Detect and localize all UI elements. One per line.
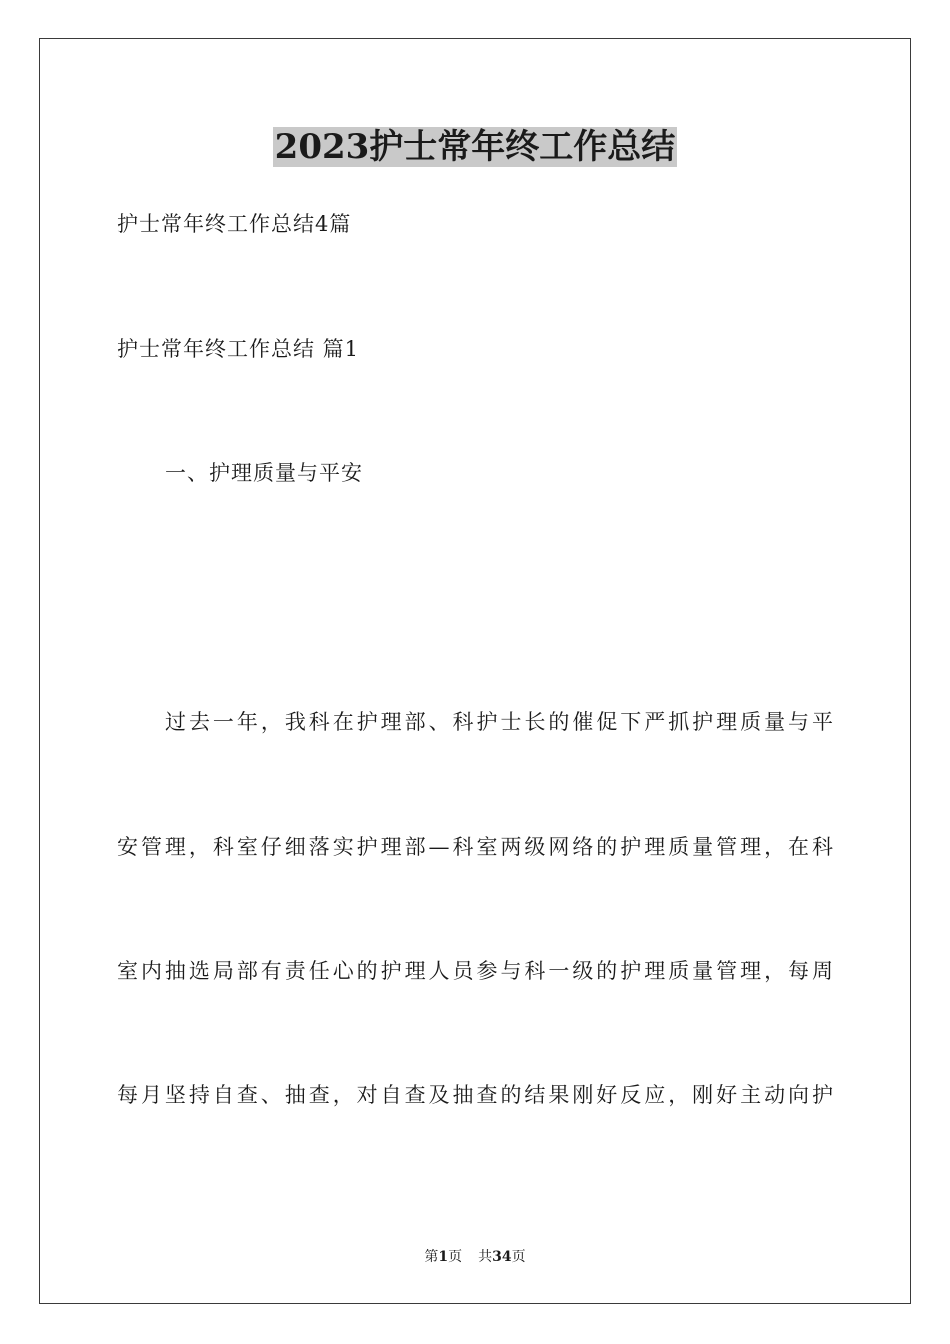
footer-page-number: 1 — [438, 1249, 449, 1265]
footer-total-unit: 页 — [511, 1249, 526, 1265]
footer-page-prefix: 第 — [424, 1249, 439, 1265]
paragraph-line: 过去一年，我科在护理部、科护士长的催促下严抓护理质量与平 — [165, 710, 833, 734]
paragraph-line: 每月坚持自查、抽查，对自查及抽查的结果刚好反应，刚好主动向护 — [117, 1083, 833, 1107]
footer-page-unit: 页 — [448, 1249, 463, 1265]
document-title-text: 2023护士常年终工作总结 — [274, 127, 676, 167]
footer-total-pages: 34 — [492, 1249, 512, 1265]
paragraph-line: 安管理，科室仔细落实护理部—科室两级网络的护理质量管理，在科 — [117, 835, 833, 859]
paragraph-line: 室内抽选局部有责任心的护理人员参与科一级的护理质量管理，每周 — [117, 959, 833, 983]
footer-total-prefix: 共 — [478, 1249, 493, 1265]
section-heading: 一、护理质量与平安 — [165, 461, 363, 485]
document-title — [0, 125, 950, 169]
document-subtitle: 护士常年终工作总结4篇 — [117, 212, 352, 236]
page-footer — [0, 1247, 950, 1267]
section-title: 护士常年终工作总结 篇1 — [117, 337, 360, 361]
